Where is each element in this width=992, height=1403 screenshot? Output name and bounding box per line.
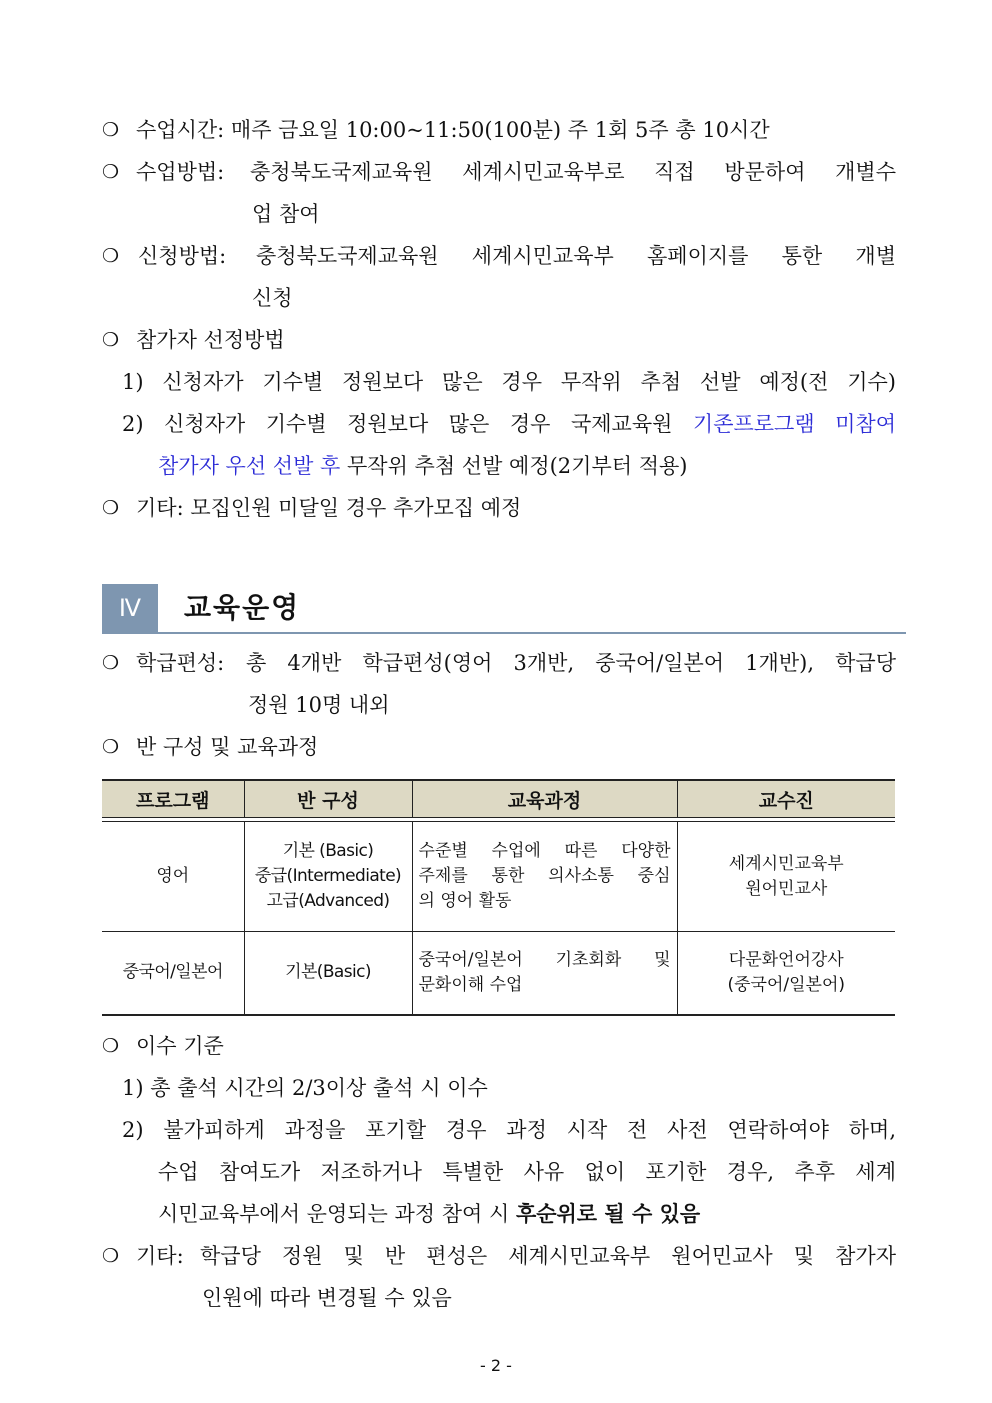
selection-item-2-line1 (122, 409, 896, 439)
class-time-text: 매주 금요일 10:00~11:50(100분) 주 1회 5주 총 10시간 (230, 118, 770, 142)
table-header-program: 프로그램 (102, 780, 244, 818)
program-cell: 영어 (102, 822, 244, 932)
selection-item-2-line2 (158, 451, 687, 481)
class-method-line1: 충청북도국제교육원 세계시민교육부로 직접 방문하여 개별수 (250, 160, 896, 184)
program-cell: 중국어/일본어 (102, 932, 244, 1015)
table-row (102, 932, 895, 1015)
recruit-etc-text: 모집인원 미달일 경우 추가모집 예정 (190, 496, 522, 520)
selection-priority-highlight: 참가자 우선 선발 후 (158, 454, 341, 478)
table-header-staff: 교수진 (677, 780, 895, 818)
apply-method-label: 신청방법: (138, 244, 227, 268)
table-row (102, 822, 895, 932)
staff-line: 원어민교사 (745, 878, 828, 899)
bullet-icon: ❍ (102, 1035, 120, 1057)
class-level: 고급(Advanced) (266, 891, 390, 911)
table-header-course: 교육과정 (412, 780, 677, 818)
selection-item-2-text: 2) 신청자가 기수별 정원보다 많은 경우 국제교육원 (122, 412, 693, 436)
bullet-icon: ❍ (102, 119, 120, 141)
staff-line: 세계시민교육부 (728, 853, 844, 874)
section-number-badge: Ⅳ (102, 584, 158, 632)
staff-cell (677, 932, 895, 1015)
operation-etc-line1: 학급당 정원 및 반 편성은 세계시민교육부 원어민교사 및 참가자 (200, 1244, 896, 1268)
staff-line: (중국어/일본어) (727, 974, 846, 995)
course-structure-title: 반 구성 및 교육과정 (136, 735, 319, 759)
completion-title: 이수 기준 (136, 1034, 224, 1058)
class-time-label: 수업시간: (136, 118, 225, 142)
selection-item-1: 1) 신청자가 기수별 정원보다 많은 경우 무작위 추첨 선발 예정(전 기수) (122, 370, 896, 394)
recruit-etc-line (136, 493, 521, 523)
selection-item-2-rest: 무작위 추첨 선발 예정(2기부터 적용) (340, 454, 688, 478)
class-organization-line2: 정원 10명 내외 (248, 693, 390, 717)
page-number: - 2 - (480, 1356, 512, 1375)
class-time-line (136, 115, 770, 145)
recruit-etc-label: 기타: (136, 496, 184, 520)
completion-item-2-text: 시민교육부에서 운영되는 과정 참여 시 (158, 1202, 516, 1226)
bullet-icon: ❍ (102, 1245, 120, 1267)
completion-item-2-line3 (158, 1199, 700, 1229)
staff-line: 다문화언어강사 (728, 949, 844, 970)
class-level-cell: 기본(Basic) (244, 932, 412, 1015)
bullet-icon: ❍ (102, 497, 120, 519)
operation-etc-line2: 인원에 따라 변경될 수 있음 (202, 1286, 452, 1310)
staff-cell (677, 822, 895, 932)
class-method-line2: 업 참여 (252, 202, 320, 226)
completion-penalty-emphasis: 후순위로 될 수 있음 (515, 1201, 701, 1226)
class-organization-label: 학급편성: (136, 651, 225, 675)
table-header-row (102, 780, 895, 818)
bullet-icon: ❍ (102, 329, 120, 351)
operation-etc-label: 기타: (136, 1244, 184, 1268)
class-level-cell (244, 822, 412, 932)
table-header-class: 반 구성 (244, 780, 412, 818)
course-line: 문화이해 수업 (418, 974, 523, 995)
apply-method-line2: 신청 (252, 286, 293, 310)
curriculum-table (102, 779, 895, 1016)
class-method-label: 수업방법: (136, 160, 225, 184)
class-organization-line1: 총 4개반 학급편성(영어 3개반, 중국어/일본어 1개반), 학급당 (246, 651, 896, 675)
class-level: 중급(Intermediate) (254, 866, 402, 886)
section-title: 교육운영 (184, 591, 301, 624)
course-cell (412, 932, 677, 1015)
bullet-icon: ❍ (102, 161, 120, 183)
selection-title: 참가자 선정방법 (136, 328, 285, 352)
course-line: 의 영어 활동 (418, 891, 512, 911)
bullet-icon: ❍ (102, 245, 120, 267)
completion-item-1: 1) 총 출석 시간의 2/3이상 출석 시 이수 (122, 1076, 488, 1100)
bullet-icon: ❍ (102, 736, 120, 758)
apply-method-line1: 충청북도국제교육원 세계시민교육부 홈페이지를 통한 개별 (256, 244, 896, 268)
bullet-icon: ❍ (102, 652, 120, 674)
completion-item-2-line1: 2) 불가피하게 과정을 포기할 경우 과정 시작 전 사전 연락하여야 하며, (122, 1118, 896, 1142)
class-level: 기본 (Basic) (282, 841, 374, 861)
course-line: 중국어/일본어 기초회화 및 (418, 949, 671, 970)
course-line: 수준별 수업에 따른 다양한 (418, 841, 671, 861)
course-line: 주제를 통한 의사소통 중심 (418, 866, 671, 886)
course-cell (412, 822, 677, 932)
selection-item-2-highlight: 기존프로그램 미참여 (692, 412, 896, 436)
section-divider (102, 632, 906, 634)
completion-item-2-line2: 수업 참여도가 저조하거나 특별한 사유 없이 포기한 경우, 추후 세계 (158, 1160, 896, 1184)
